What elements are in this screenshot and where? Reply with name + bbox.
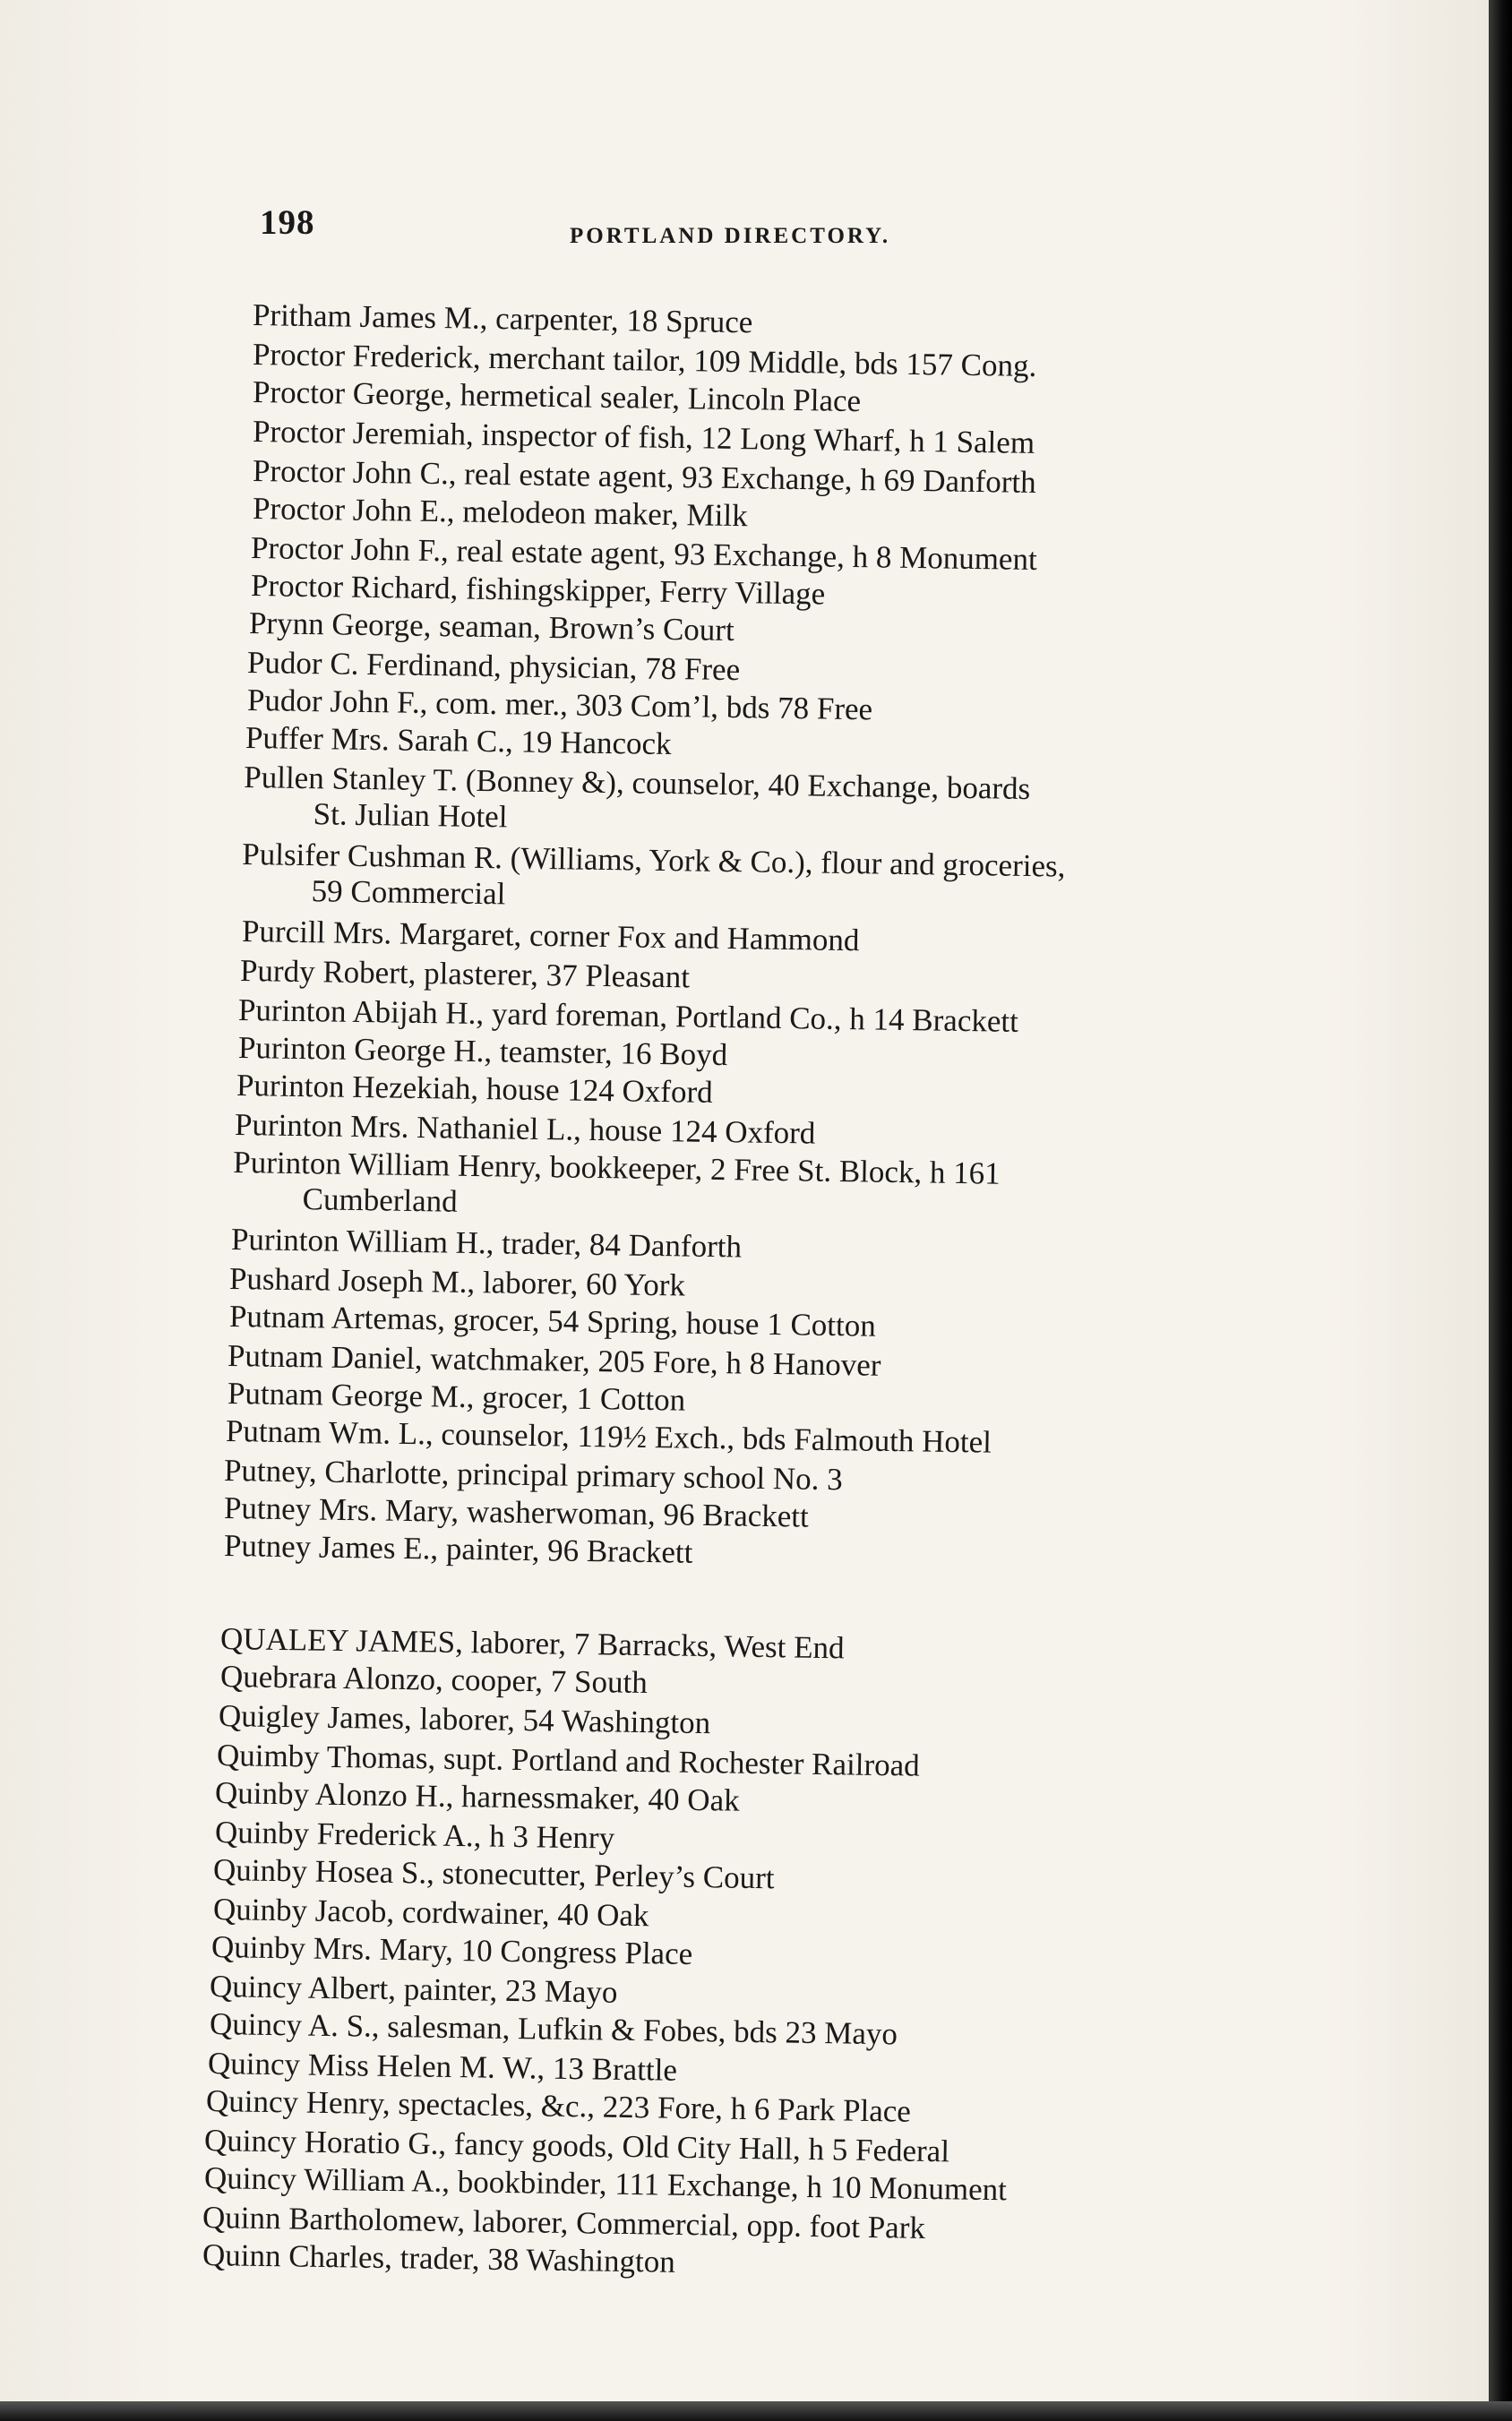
directory-entry bbox=[253, 491, 748, 534]
directory-entry bbox=[226, 1413, 992, 1461]
entry-text: Purdy Robert, plasterer, 37 Pleasant bbox=[239, 953, 691, 995]
directory-entry bbox=[253, 374, 862, 419]
entry-text: Quincy Miss Helen M. W., 13 Brattle bbox=[207, 2046, 678, 2088]
directory-entry bbox=[243, 760, 1030, 843]
entry-text: Pudor John F., com. mer., 303 Com’l, bds 78 Free bbox=[246, 683, 873, 727]
entry-text: Purinton George H., teamster, 16 Boyd bbox=[237, 1030, 728, 1073]
entry-text: Proctor John F., real estate agent, 93 Exchange, h 8 Monument bbox=[250, 530, 1038, 578]
directory-entry bbox=[213, 1852, 775, 1896]
directory-entry bbox=[208, 2046, 678, 2089]
directory-entry bbox=[220, 1659, 648, 1701]
directory-entry bbox=[215, 1775, 740, 1819]
directory-entry bbox=[240, 953, 691, 995]
entry-text: Prynn George, seaman, Brown’s Court bbox=[248, 605, 735, 648]
directory-entry bbox=[247, 645, 741, 688]
entry-text: Purinton Mrs. Nathaniel L., house 124 Oxford bbox=[234, 1107, 816, 1151]
directory-entry bbox=[210, 2006, 898, 2052]
entry-text: Quincy Henry, spectacles, &c., 223 Fore, h 6 Park Place bbox=[205, 2083, 912, 2129]
entry-text: Putney, Charlotte, principal primary school No. 3 bbox=[223, 1453, 844, 1498]
entry-text: Quinby Alonzo H., harnessmaker, 40 Oak bbox=[214, 1775, 740, 1818]
directory-entry bbox=[251, 568, 826, 613]
directory-entry bbox=[238, 1030, 728, 1073]
entry-text: Purinton Abijah H., yard foreman, Portland Co., h 14 Brackett bbox=[237, 992, 1019, 1039]
entry-text: Quincy Albert, painter, 23 Mayo bbox=[209, 1969, 618, 2010]
entry-text: Pudor C. Ferdinand, physician, 78 Free bbox=[246, 645, 741, 688]
entry-text: Pullen Stanley T. (Bonney &), counselor, 40 Exchange, boards bbox=[244, 760, 1031, 807]
directory-entry bbox=[219, 1698, 711, 1741]
entry-text: Puffer Mrs. Sarah C., 19 Hancock bbox=[245, 720, 672, 762]
entry-continuation: Cumberland bbox=[302, 1181, 459, 1219]
entry-text: Quincy William A., bookbinder, 111 Exchange, h 10 Monument bbox=[203, 2160, 1008, 2208]
entry-text: Quinby Frederick A., h 3 Henry bbox=[214, 1815, 615, 1856]
entry-text: Quebrara Alonzo, cooper, 7 South bbox=[219, 1659, 649, 1701]
entry-text: Purinton William H., trader, 84 Danforth bbox=[230, 1222, 743, 1265]
directory-entry bbox=[224, 1528, 693, 1571]
entry-text: Putney James E., painter, 96 Brackett bbox=[223, 1528, 693, 1570]
directory-entry bbox=[210, 1969, 618, 2011]
directory-entry bbox=[229, 1299, 876, 1344]
entry-text: Quimby Thomas, supt. Portland and Rochester Railroad bbox=[216, 1738, 921, 1783]
entry-text: Proctor Jeremiah, inspector of fish, 12 Long Wharf, h 1 Salem bbox=[252, 414, 1035, 460]
directory-entry bbox=[241, 837, 1065, 921]
entry-continuation: St. Julian Hotel bbox=[313, 796, 508, 835]
entry-text: Purcill Mrs. Margaret, corner Fox and Hammond bbox=[241, 914, 860, 958]
directory-entry bbox=[249, 605, 735, 648]
entry-text: Putney Mrs. Mary, washerwoman, 96 Brackett bbox=[223, 1490, 810, 1534]
entry-text: Quincy A. S., salesman, Lufkin & Fobes, bds 23 Mayo bbox=[209, 2006, 898, 2052]
directory-entry bbox=[245, 720, 672, 762]
directory-entry bbox=[242, 914, 860, 958]
entry-text: Quinn Charles, trader, 38 Washington bbox=[202, 2237, 676, 2279]
directory-entry bbox=[253, 297, 753, 340]
entry-text: Putnam Artemas, grocer, 54 Spring, house 1 Cotton bbox=[228, 1299, 877, 1344]
directory-entry bbox=[206, 2083, 911, 2130]
entry-text: Putnam Wm. L., counselor, 119½ Exch., bds Falmouth Hotel bbox=[225, 1413, 992, 1460]
entry-text: QUALEY JAMES, laborer, 7 Barracks, West End bbox=[219, 1621, 845, 1666]
entry-text: Purinton William Henry, bookkeeper, 2 Free St. Block, h 161 bbox=[233, 1145, 1001, 1191]
entry-text: Quinby Hosea S., stonecutter, Perley’s Court bbox=[212, 1852, 775, 1896]
entry-text: Pritham James M., carpenter, 18 Spruce bbox=[252, 297, 753, 340]
entry-text: Purinton Hezekiah, house 124 Oxford bbox=[236, 1068, 713, 1110]
entry-text: Quinn Bartholomew, laborer, Commercial, opp. foot Park bbox=[202, 2200, 926, 2245]
entry-text: Quinby Jacob, cordwainer, 40 Oak bbox=[212, 1892, 649, 1934]
entry-text: Pushard Joseph M., laborer, 60 York bbox=[228, 1261, 686, 1303]
directory-entry bbox=[236, 1068, 713, 1111]
directory-entry bbox=[229, 1261, 686, 1304]
directory-entry bbox=[224, 1490, 809, 1535]
directory-entry bbox=[232, 1145, 1001, 1228]
directory-entry bbox=[228, 1376, 686, 1419]
entry-continuation: 59 Commercial bbox=[311, 873, 506, 912]
entry-text: Putnam George M., grocer, 1 Cotton bbox=[227, 1376, 686, 1418]
entry-text: Quigley James, laborer, 54 Washington bbox=[218, 1698, 711, 1741]
running-title: PORTLAND DIRECTORY. bbox=[570, 224, 891, 248]
entry-text: Proctor George, hermetical sealer, Lincoln Place bbox=[252, 374, 862, 419]
entry-text: Proctor Frederick, merchant tailor, 109 Middle, bds 157 Cong. bbox=[252, 337, 1037, 383]
entry-text: Putnam Daniel, watchmaker, 205 Fore, h 8 Hanover bbox=[227, 1338, 881, 1383]
directory-entry bbox=[202, 2237, 675, 2280]
entry-text: Proctor John E., melodeon maker, Milk bbox=[252, 491, 748, 534]
directory-entry bbox=[213, 1892, 649, 1934]
entry-text: Proctor Richard, fishingskipper, Ferry Village bbox=[250, 568, 826, 612]
directory-entry bbox=[215, 1815, 615, 1857]
directory-entry bbox=[235, 1107, 816, 1152]
entry-text: Quinby Mrs. Mary, 10 Congress Place bbox=[210, 1929, 693, 1971]
directory-entry bbox=[231, 1222, 743, 1265]
entry-text: Quincy Horatio G., fancy goods, Old City Hall, h 5 Federal bbox=[203, 2123, 950, 2169]
entry-text: Pulsifer Cushman R. (Williams, York & Co.), flour and groceries, bbox=[242, 837, 1066, 884]
page-number: 198 bbox=[260, 203, 315, 242]
entry-text: Proctor John C., real estate agent, 93 Exchange, h 69 Danforth bbox=[252, 453, 1036, 500]
directory-entry bbox=[211, 1929, 693, 1972]
